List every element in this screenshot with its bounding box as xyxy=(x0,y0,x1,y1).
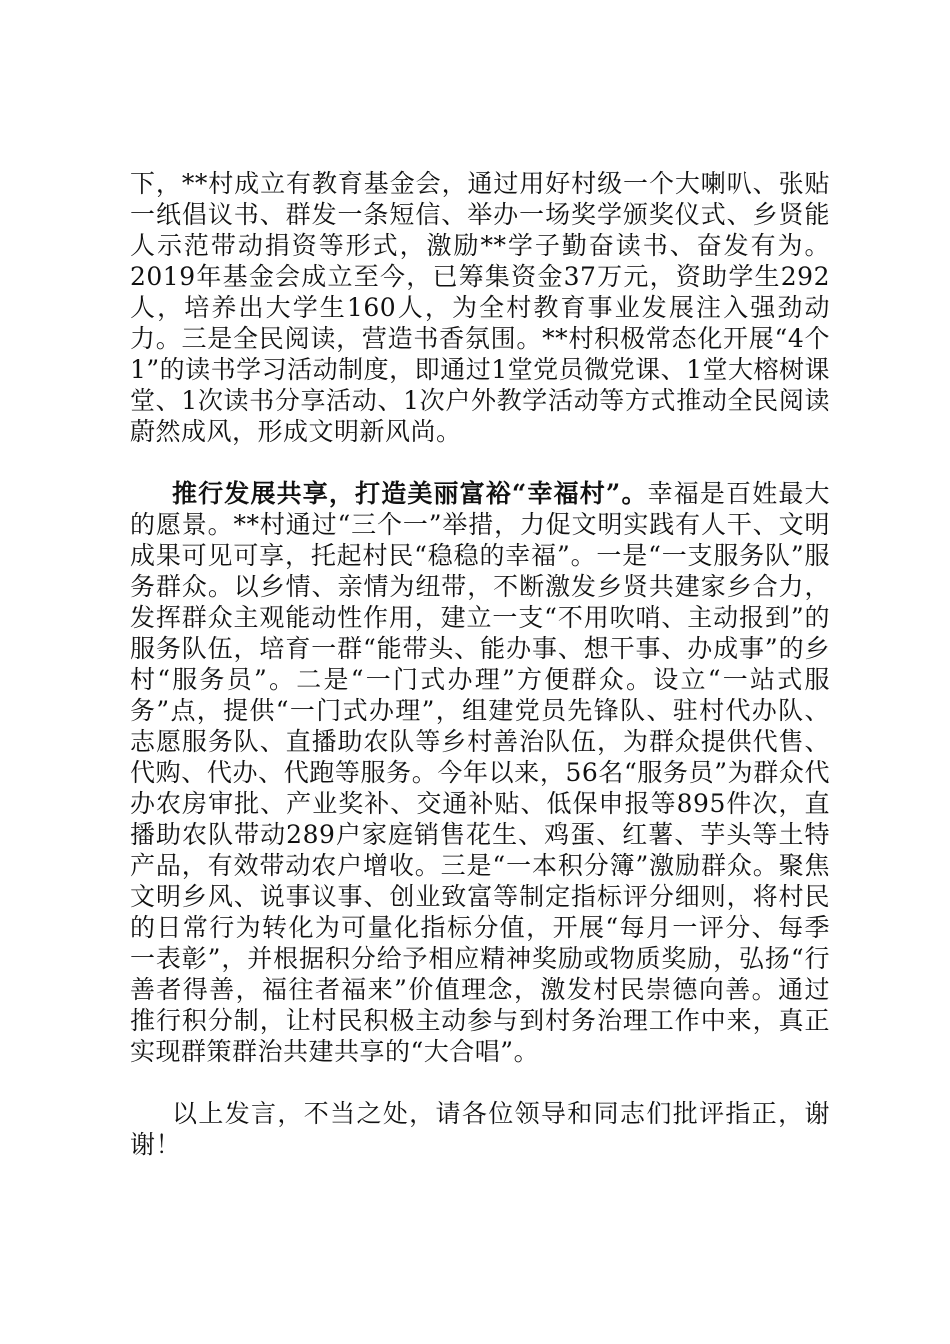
paragraph-shared-development xyxy=(130,478,830,1067)
paragraph-body: 以上发言，不当之处，请各位领导和同志们批评指正，谢谢！ xyxy=(130,1099,830,1159)
paragraph-education-fund-reading xyxy=(130,168,830,447)
document-page xyxy=(130,168,830,1160)
paragraph-heading: 推行发展共享，打造美丽富裕“幸福村”。 xyxy=(172,479,648,508)
paragraph-body: 下，**村成立有教育基金会，通过用好村级一个大喇叭、张贴一纸倡议书、群发一条短信、举办一场奖学颁奖仪式、乡贤能人示范带动捐资等形式，激励**学子勤奋读书、奋发有为。2019年基金会成立至今，已筹集资金37万元，资助学生292人，培养出大学生160人，为全村教育事业发展注入强劲动力。三是全民阅读，营造书香氛围。**村积极常态化开展“4个1”的读书学习活动制度，即通过1堂党员微党课、1堂大榕树课堂、1次读书分享活动、1次户外教学活动等方式推动全民阅读蔚然成风，形成文明新风尚。 xyxy=(130,169,831,446)
paragraph-body: 幸福是百姓最大的愿景。**村通过“三个一”举措，力促文明实践有人干、文明成果可见可享，托起村民“稳稳的幸福”。一是“一支服务队”服务群众。以乡情、亲情为纽带，不断激发乡贤共建家乡合力，发挥群众主观能动性作用，建立一支“不用吹哨、主动报到”的服务队伍，培育一群“能带头、能办事、想干事、办成事”的乡村“服务员”。二是“一门式办理”方便群众。设立“一站式服务”点，提供“一门式办理”，组建党员先锋队、驻村代办队、志愿服务队、直播助农队等乡村善治队伍，为群众提供代售、代购、代办、代跑等服务。今年以来，56名“服务员”为群众代办农房审批、产业奖补、交通补贴、低保申报等895件次，直播助农队带动289户家庭销售花生、鸡蛋、红薯、芋头等土特产品，有效带动农户增收。三是“一本积分簿”激励群众。聚焦文明乡风、说事议事、创业致富等制定指标评分细则，将村民的日常行为转化为可量化指标分值，开展“每月一评分、每季一表彰”，并根据积分给予相应精神奖励或物质奖励，弘扬“行善者得善，福往者福来”价值理念，激发村民崇德向善。通过推行积分制，让村民积极主动参与到村务治理工作中来，真正实现群策群治共建共享的“大合唱”。 xyxy=(130,479,830,1066)
paragraph-closing-remarks xyxy=(130,1098,830,1160)
